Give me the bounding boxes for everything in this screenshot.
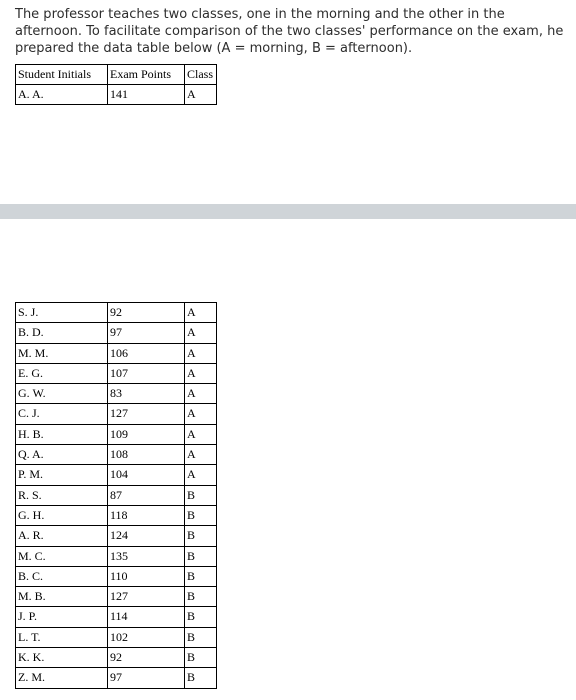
cell-class: A (185, 384, 217, 404)
cell-points: 97 (108, 323, 185, 343)
cell-class: A (185, 404, 217, 424)
cell-class: B (185, 668, 217, 688)
data-table-continued (15, 302, 217, 689)
column-header-class: Class (185, 65, 217, 85)
table-header-row (16, 65, 217, 85)
cell-class: B (185, 485, 217, 505)
cell-points: 106 (108, 343, 185, 363)
cell-class: A (185, 363, 217, 383)
cell-initials: M. M. (16, 343, 108, 363)
cell-class: B (185, 648, 217, 668)
cell-initials: K. K. (16, 648, 108, 668)
cell-points: 127 (108, 587, 185, 607)
cell-initials: G. W. (16, 384, 108, 404)
cell-class: A (185, 465, 217, 485)
cell-points: 114 (108, 607, 185, 627)
cell-points: 109 (108, 424, 185, 444)
cell-points: 135 (108, 546, 185, 566)
table-row (16, 303, 217, 323)
data-table-header-part (15, 64, 217, 105)
table-row (16, 323, 217, 343)
column-header-initials: Student Initials (16, 65, 108, 85)
cell-initials: E. G. (16, 363, 108, 383)
cell-initials: S. J. (16, 303, 108, 323)
cell-class: A (185, 85, 217, 105)
cell-initials: C. J. (16, 404, 108, 424)
cell-points: 92 (108, 303, 185, 323)
cell-points: 92 (108, 648, 185, 668)
cell-initials: A. R. (16, 526, 108, 546)
table-row (16, 343, 217, 363)
cell-points: 141 (108, 85, 185, 105)
table-row (16, 587, 217, 607)
table-row (16, 445, 217, 465)
cell-class: B (185, 505, 217, 525)
table-row (16, 607, 217, 627)
table-row (16, 384, 217, 404)
table-row (16, 566, 217, 586)
cell-initials: H. B. (16, 424, 108, 444)
cell-class: B (185, 566, 217, 586)
cell-initials: M. C. (16, 546, 108, 566)
table-row (16, 526, 217, 546)
cell-class: B (185, 546, 217, 566)
cell-initials: Q. A. (16, 445, 108, 465)
cell-initials: B. C. (16, 566, 108, 586)
table-row (16, 505, 217, 525)
table-row (16, 668, 217, 688)
cell-initials: B. D. (16, 323, 108, 343)
cell-points: 87 (108, 485, 185, 505)
problem-statement: The professor teaches two classes, one in the morning and the other in the afternoon. To facilitate comparison of the two classes' performance on the exam, he prepared the data table below (A = morning, B = afternoon). (15, 7, 564, 56)
cell-points: 127 (108, 404, 185, 424)
table-row (16, 546, 217, 566)
cell-points: 102 (108, 627, 185, 647)
cell-initials: M. B. (16, 587, 108, 607)
table-top-body (16, 85, 217, 105)
cell-initials: A. A. (16, 85, 108, 105)
cell-initials: Z. M. (16, 668, 108, 688)
cell-class: B (185, 607, 217, 627)
column-header-points: Exam Points (108, 65, 185, 85)
cell-initials: G. H. (16, 505, 108, 525)
cell-class: B (185, 587, 217, 607)
cell-initials: J. P. (16, 607, 108, 627)
cell-class: A (185, 303, 217, 323)
cell-points: 110 (108, 566, 185, 586)
cell-points: 83 (108, 384, 185, 404)
table-row (16, 363, 217, 383)
table-row (16, 424, 217, 444)
table-row (16, 404, 217, 424)
page-divider-bar (0, 204, 576, 219)
table-row (16, 485, 217, 505)
cell-class: A (185, 445, 217, 465)
cell-class: A (185, 424, 217, 444)
cell-class: A (185, 323, 217, 343)
cell-class: B (185, 526, 217, 546)
cell-points: 97 (108, 668, 185, 688)
cell-initials: P. M. (16, 465, 108, 485)
cell-initials: R. S. (16, 485, 108, 505)
cell-initials: L. T. (16, 627, 108, 647)
cell-points: 124 (108, 526, 185, 546)
table-row (16, 648, 217, 668)
cell-points: 104 (108, 465, 185, 485)
cell-class: A (185, 343, 217, 363)
table-row (16, 465, 217, 485)
cell-points: 118 (108, 505, 185, 525)
cell-class: B (185, 627, 217, 647)
table-row (16, 85, 217, 105)
cell-points: 107 (108, 363, 185, 383)
table-row (16, 627, 217, 647)
table-bottom-body (16, 303, 217, 689)
cell-points: 108 (108, 445, 185, 465)
